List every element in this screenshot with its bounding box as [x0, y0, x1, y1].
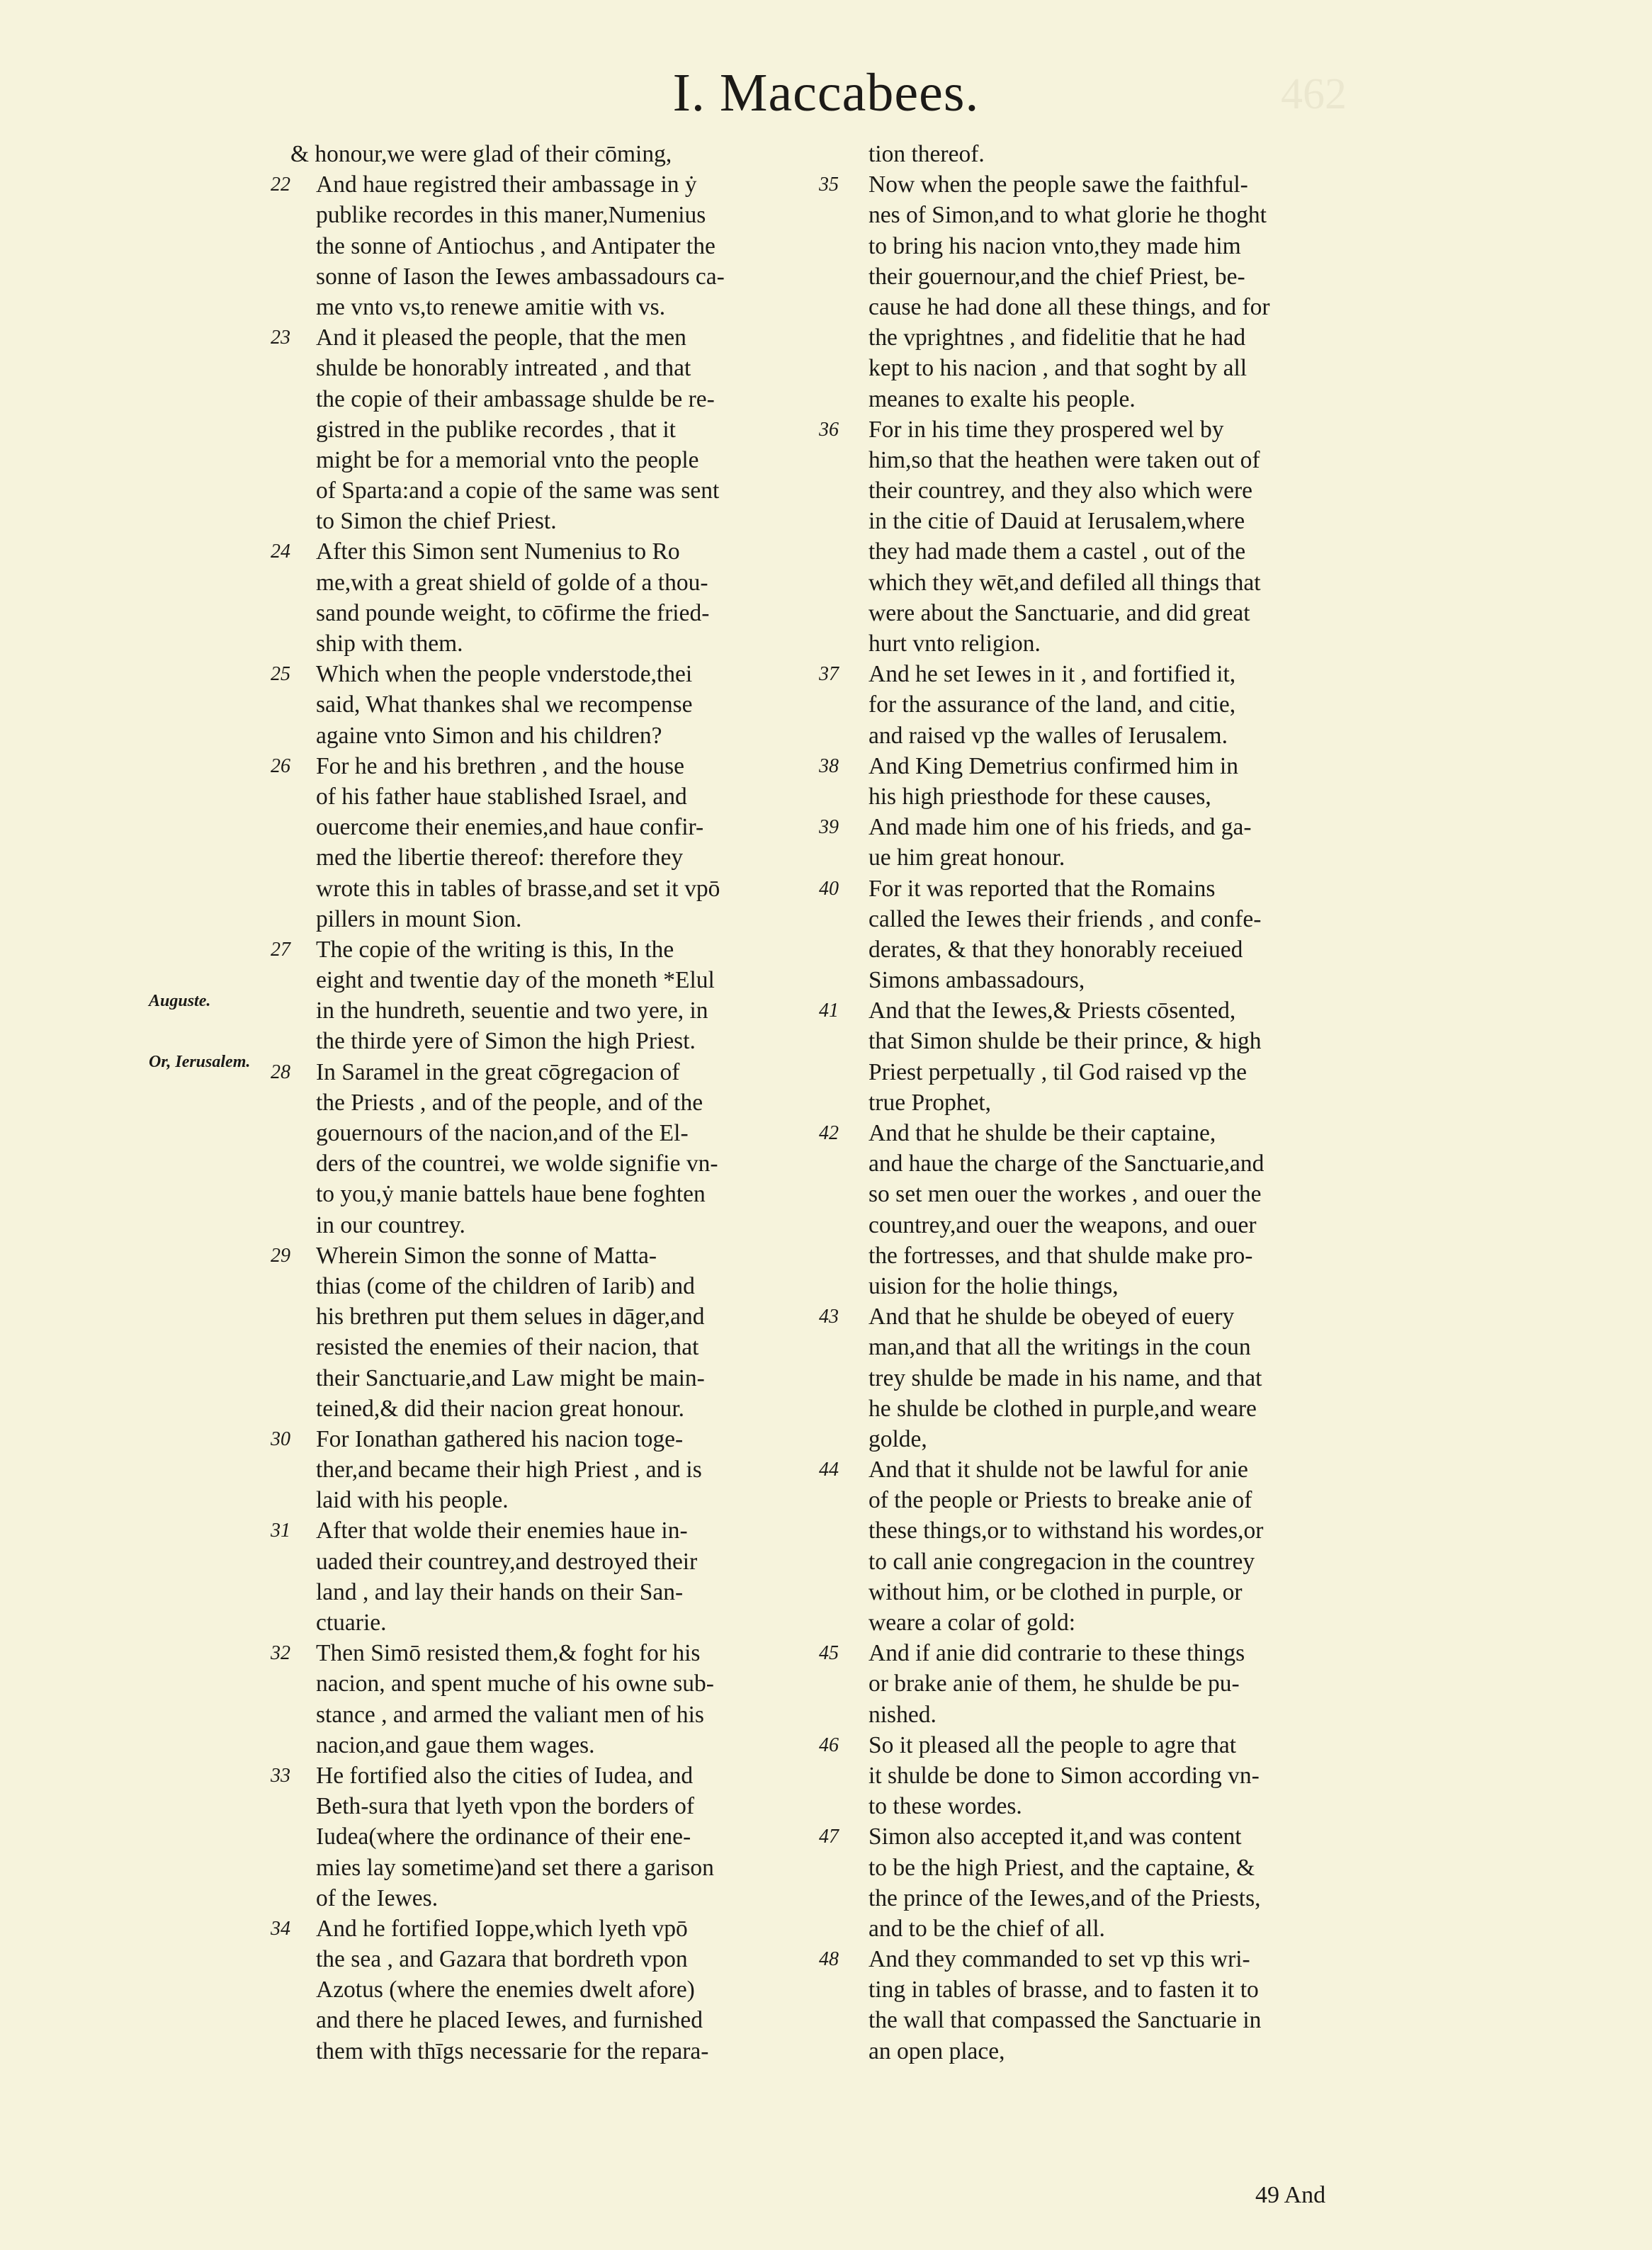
line-text: of the people or Priests to breake anie of: [869, 1487, 1252, 1514]
line-text: for the assurance of the land, and citie,: [869, 691, 1236, 718]
text-line: [290, 384, 829, 414]
line-text: in the citie of Dauid at Ierusalem,where: [869, 508, 1245, 535]
line-text: to you,ẏ manie battels haue bene foghten: [316, 1181, 706, 1208]
text-line: [843, 1179, 1388, 1209]
line-text: cause he had done all these things, and for: [869, 293, 1270, 320]
line-text: countrey,and ouer the weapons, and ouer: [869, 1211, 1257, 1238]
text-line: [843, 384, 1388, 414]
text-line: [271, 751, 829, 781]
verse-number: 28: [271, 1061, 290, 1083]
line-text: Wherein Simon the sonne of Matta-: [316, 1242, 657, 1269]
line-text: me,with a great shield of golde of a thou-: [316, 569, 708, 596]
text-line: [271, 1240, 829, 1271]
text-line: [819, 659, 1388, 689]
verse-number: 37: [819, 663, 839, 686]
verse-number: 43: [819, 1306, 839, 1328]
line-text: nacion, and spent muche of his owne sub-: [316, 1670, 714, 1697]
line-text: to call anie congregacion in the countrey: [869, 1548, 1255, 1575]
line-text: thias (come of the children of Iarib) and: [316, 1272, 695, 1299]
line-text: called the Iewes their friends , and confe-: [869, 905, 1262, 932]
text-line: [290, 445, 829, 475]
text-line: [290, 1026, 829, 1056]
line-text: sonne of Iason the Iewes ambassadours ca-: [316, 263, 725, 290]
text-line: [290, 292, 829, 322]
line-text: the wall that compassed the Sanctuarie in: [869, 2007, 1262, 2034]
text-line: [290, 506, 829, 536]
line-text: them with thīgs necessarie for the repara-: [316, 2037, 709, 2064]
text-line: [290, 812, 829, 842]
line-text: And they commanded to set vp this wri-: [869, 1946, 1250, 1973]
line-text: they had made them a castel , out of the: [869, 538, 1246, 565]
margin-note-august: Auguste.: [149, 992, 211, 1010]
line-text: For he and his brethren , and the house: [316, 752, 685, 779]
text-line: [290, 1730, 829, 1760]
text-line: [843, 2005, 1388, 2035]
right-column: [819, 139, 1388, 2067]
line-text: And that the Iewes,& Priests cōsented,: [869, 997, 1236, 1024]
verse-number: 41: [819, 1000, 839, 1022]
verse-number: 25: [271, 663, 290, 686]
line-text: his brethren put them selues in dāger,and: [316, 1304, 705, 1330]
line-text: of the Iewes.: [316, 1884, 439, 1911]
text-line: [843, 1332, 1388, 1362]
text-line: [290, 567, 829, 598]
text-line: [271, 1057, 829, 1087]
line-text: uision for the holie things,: [869, 1272, 1119, 1299]
text-line: [271, 322, 829, 353]
line-text: uaded their countrey,and destroyed their: [316, 1548, 698, 1575]
line-text: in the hundreth, seuentie and two yere, in: [316, 997, 708, 1024]
text-line: [843, 292, 1388, 322]
text-line: [819, 995, 1388, 1026]
line-text: Then Simō resisted them,& foght for his: [316, 1640, 701, 1667]
text-line: [843, 720, 1388, 751]
text-line: [290, 2036, 829, 2067]
text-line: [843, 1485, 1388, 1515]
line-text: And that it shulde not be lawful for anie: [869, 1457, 1248, 1483]
text-line: [290, 904, 829, 934]
running-header: I. Maccabees.: [672, 63, 980, 123]
line-text: or brake anie of them, he shulde be pu-: [869, 1670, 1240, 1697]
line-text: And that he shulde be their captaine,: [869, 1120, 1216, 1146]
line-text: of Sparta:and a copie of the same was sent: [316, 477, 720, 504]
text-line: [819, 812, 1388, 842]
show-through-folio: 462: [1281, 70, 1347, 118]
line-text: Simons ambassadours,: [869, 967, 1085, 994]
line-text: shulde be honorably intreated , and that: [316, 355, 691, 382]
line-text: And if anie did contrarie to these things: [869, 1640, 1245, 1667]
line-text: And that he shulde be obeyed of euery: [869, 1304, 1235, 1330]
text-line: [843, 536, 1388, 567]
line-text: of his father haue stablished Israel, and: [316, 783, 687, 810]
text-line: [843, 1057, 1388, 1087]
line-text: golde,: [869, 1425, 927, 1452]
line-text: med the libertie thereof: therefore they: [316, 844, 684, 871]
text-line: [843, 1668, 1388, 1699]
line-text: that Simon shulde be their prince, & high: [869, 1028, 1262, 1055]
text-line: [843, 1791, 1388, 1821]
verse-number: 22: [271, 174, 290, 196]
text-line: [819, 1821, 1388, 1852]
line-text: their countrey, and they also which were: [869, 477, 1253, 504]
text-line: [819, 874, 1388, 904]
line-text: Now when the people sawe the faithful-: [869, 171, 1248, 198]
line-text: without him, or be clothed in purple, or: [869, 1578, 1243, 1605]
verse-number: 48: [819, 1948, 839, 1971]
text-line: [290, 1853, 829, 1883]
line-text: in our countrey.: [316, 1211, 465, 1238]
line-text: For it was reported that the Romains: [869, 875, 1216, 902]
line-text: the prince of the Iewes,and of the Priests,: [869, 1884, 1261, 1911]
text-line: [290, 1791, 829, 1821]
text-line: [290, 1577, 829, 1607]
line-text: For in his time they prospered wel by: [869, 416, 1224, 443]
text-line: [290, 231, 829, 261]
text-line: [271, 169, 829, 200]
line-text: were about the Sanctuarie, and did great: [869, 599, 1250, 626]
line-text: ue him great honour.: [869, 844, 1065, 871]
line-text: nished.: [869, 1701, 937, 1728]
line-text: nes of Simon,and to what glorie he thoght: [869, 202, 1267, 229]
text-line: [290, 1363, 829, 1393]
text-line: [290, 720, 829, 751]
text-line: [290, 965, 829, 995]
line-text: stance , and armed the valiant men of his: [316, 1701, 704, 1728]
line-text: & honour,we were glad of their cōming,: [290, 141, 672, 167]
line-text: derates, & that they honorably receiued: [869, 936, 1243, 963]
line-text: And he set Iewes in it , and fortified it,: [869, 661, 1236, 688]
text-line: [290, 139, 829, 169]
line-text: ship with them.: [316, 631, 463, 657]
line-text: ouercome their enemies,and haue confir-: [316, 814, 704, 841]
text-line: [290, 1974, 829, 2005]
line-text: And haue registred their ambassage in ẏ: [316, 171, 697, 198]
line-text: Simon also accepted it,and was content: [869, 1824, 1242, 1850]
line-text: these things,or to withstand his wordes,or: [869, 1517, 1264, 1544]
text-line: [843, 781, 1388, 812]
verse-number: 23: [271, 327, 290, 349]
line-text: Azotus (where the enemies dwelt afore): [316, 1977, 695, 2003]
text-line: [290, 781, 829, 812]
line-text: hurt vnto religion.: [869, 631, 1041, 657]
text-line: [290, 1668, 829, 1699]
text-line: [271, 1760, 829, 1791]
line-text: againe vnto Simon and his children?: [316, 722, 662, 749]
line-text: mies lay sometime)and set there a garison: [316, 1854, 714, 1881]
line-text: the Priests , and of the people, and of the: [316, 1089, 703, 1116]
line-text: to bring his nacion vnto,they made him: [869, 232, 1241, 259]
verse-number: 39: [819, 816, 839, 839]
text-line: [843, 1148, 1388, 1179]
line-text: trey shulde be made in his name, and that: [869, 1364, 1262, 1391]
text-line: [819, 751, 1388, 781]
line-text: me vnto vs,to renewe amitie with vs.: [316, 293, 666, 320]
line-text: the vprightnes , and fidelitie that he had: [869, 324, 1246, 351]
text-line: [843, 965, 1388, 995]
line-text: their Sanctuarie,and Law might be main-: [316, 1364, 705, 1391]
line-text: man,and that all the writings in the coun: [869, 1334, 1251, 1361]
text-line: [290, 1148, 829, 1179]
line-text: his high priesthode for these causes,: [869, 783, 1211, 810]
text-line: [843, 1515, 1388, 1546]
line-text: the thirde yere of Simon the high Priest.: [316, 1028, 696, 1055]
verse-number: 44: [819, 1459, 839, 1481]
line-text: the fortresses, and that shulde make pro-: [869, 1242, 1253, 1269]
text-line: [290, 1883, 829, 1913]
verse-number: 40: [819, 877, 839, 900]
text-line: [271, 536, 829, 567]
text-line: [290, 689, 829, 720]
text-line: [290, 995, 829, 1026]
text-line: [819, 1118, 1388, 1148]
text-line: [819, 169, 1388, 200]
text-line: [290, 1332, 829, 1362]
text-line: [843, 200, 1388, 230]
line-text: tion thereof.: [869, 141, 985, 167]
line-text: For Ionathan gathered his nacion toge-: [316, 1425, 684, 1452]
verse-number: 35: [819, 174, 839, 196]
text-line: [843, 1026, 1388, 1056]
text-line: [271, 934, 829, 965]
line-text: eight and twentie day of the moneth *Elul: [316, 967, 715, 994]
text-line: [290, 874, 829, 904]
line-text: an open place,: [869, 2037, 1005, 2064]
text-line: [290, 1301, 829, 1332]
text-line: [843, 475, 1388, 506]
text-line: [271, 1913, 829, 1944]
text-line: [271, 659, 829, 689]
text-line: [843, 231, 1388, 261]
text-line: [843, 904, 1388, 934]
line-text: wrote this in tables of brasse,and set it vpō: [316, 875, 720, 902]
text-line: [290, 1454, 829, 1485]
verse-number: 32: [271, 1642, 290, 1665]
text-line: [843, 1913, 1388, 1944]
left-column: [271, 139, 829, 2067]
text-line: [843, 1424, 1388, 1454]
line-text: Priest perpetually , til God raised vp the: [869, 1058, 1248, 1085]
line-text: to these wordes.: [869, 1793, 1022, 1820]
line-text: And made him one of his frieds, and ga-: [869, 814, 1252, 841]
text-line: [290, 628, 829, 659]
text-line: [290, 414, 829, 445]
text-line: [290, 1179, 829, 1209]
text-line: [290, 475, 829, 506]
text-line: [290, 1210, 829, 1240]
line-text: laid with his people.: [316, 1487, 509, 1514]
line-text: kept to his nacion , and that soght by all: [869, 355, 1248, 382]
line-text: the sonne of Antiochus , and Antipater the: [316, 232, 715, 259]
line-text: And it pleased the people, that the men: [316, 324, 686, 351]
line-text: resisted the enemies of their nacion, that: [316, 1334, 699, 1361]
text-line: [290, 1547, 829, 1577]
text-line: [843, 1700, 1388, 1730]
line-text: So it pleased all the people to agre that: [869, 1731, 1237, 1758]
text-line: [843, 598, 1388, 628]
line-text: pillers in mount Sion.: [316, 905, 522, 932]
text-line: [843, 1974, 1388, 2005]
line-text: the sea , and Gazara that bordreth vpon: [316, 1946, 688, 1973]
text-line: [290, 353, 829, 383]
verse-number: 42: [819, 1122, 839, 1144]
text-line: [290, 1607, 829, 1638]
line-text: publike recordes in this maner,Numenius: [316, 202, 706, 229]
line-text: said, What thankes shal we recompense: [316, 691, 693, 718]
text-line: [290, 1118, 829, 1148]
line-text: and raised vp the walles of Ierusalem.: [869, 722, 1228, 749]
line-text: he shulde be clothed in purple,and weare: [869, 1395, 1257, 1422]
line-text: and haue the charge of the Sanctuarie,and: [869, 1151, 1265, 1177]
text-line: [843, 842, 1388, 873]
line-text: it shulde be done to Simon according vn-: [869, 1762, 1260, 1789]
verse-number: 30: [271, 1428, 290, 1450]
text-line: [843, 1240, 1388, 1271]
line-text: and there he placed Iewes, and furnished: [316, 2007, 703, 2034]
text-line: [819, 414, 1388, 445]
line-text: gouernours of the nacion,and of the El-: [316, 1120, 689, 1146]
line-text: ting in tables of brasse, and to fasten it to: [869, 1977, 1259, 2003]
text-line: [290, 1821, 829, 1852]
line-text: And King Demetrius confirmed him in: [869, 752, 1238, 779]
text-line: [271, 1638, 829, 1668]
verse-number: 34: [271, 1917, 290, 1940]
text-line: [290, 842, 829, 873]
line-text: the copie of their ambassage shulde be re-: [316, 385, 715, 412]
text-line: [843, 353, 1388, 383]
text-line: [843, 1547, 1388, 1577]
line-text: ctuarie.: [316, 1610, 387, 1636]
text-line: [843, 1087, 1388, 1118]
line-text: sand pounde weight, to cōfirme the fried-: [316, 599, 710, 626]
verse-number: 36: [819, 418, 839, 441]
verse-number: 29: [271, 1244, 290, 1267]
text-line: [271, 1424, 829, 1454]
text-line: [290, 1485, 829, 1515]
text-line: [843, 322, 1388, 353]
verse-number: 24: [271, 541, 290, 563]
line-text: Beth-sura that lyeth vpon the borders of: [316, 1793, 695, 1820]
line-text: teined,& did their nacion great honour.: [316, 1395, 685, 1422]
verse-number: 45: [819, 1642, 839, 1665]
verse-number: 46: [819, 1734, 839, 1756]
verse-number: 38: [819, 754, 839, 777]
text-line: [843, 1760, 1388, 1791]
line-text: their gouernour,and the chief Priest, be-: [869, 263, 1245, 290]
text-line: [843, 689, 1388, 720]
text-line: [290, 1700, 829, 1730]
verse-number: 33: [271, 1764, 290, 1787]
line-text: meanes to exalte his people.: [869, 385, 1136, 412]
line-text: weare a colar of gold:: [869, 1610, 1076, 1636]
text-line: [290, 1393, 829, 1424]
text-line: [843, 506, 1388, 536]
text-line: [290, 1271, 829, 1301]
text-line: [290, 598, 829, 628]
text-line: [843, 1393, 1388, 1424]
text-line: [819, 1301, 1388, 1332]
line-text: true Prophet,: [869, 1089, 992, 1116]
text-line: [843, 934, 1388, 965]
line-text: land , and lay their hands on their San-: [316, 1578, 684, 1605]
line-text: nacion,and gaue them wages.: [316, 1731, 595, 1758]
text-line: [819, 1944, 1388, 1974]
text-line: [843, 261, 1388, 292]
line-text: which they wēt,and defiled all things that: [869, 569, 1261, 596]
verse-number: 27: [271, 938, 290, 961]
line-text: ders of the countrei, we wolde signifie vn-: [316, 1151, 718, 1177]
text-line: [843, 139, 1388, 169]
text-line: [290, 1087, 829, 1118]
text-line: [819, 1638, 1388, 1668]
line-text: might be for a memorial vnto the people: [316, 446, 699, 473]
text-line: [843, 445, 1388, 475]
text-line: [290, 2005, 829, 2035]
margin-note-jerusalem: Or, Ierusalem.: [149, 1053, 251, 1071]
verse-number: 47: [819, 1826, 839, 1848]
line-text: He fortified also the cities of Iudea, and: [316, 1762, 694, 1789]
text-line: [843, 1577, 1388, 1607]
line-text: Which when the people vnderstode,thei: [316, 661, 693, 688]
line-text: And he fortified Ioppe,which lyeth vpō: [316, 1915, 688, 1942]
text-line: [843, 1271, 1388, 1301]
verse-number: 26: [271, 754, 290, 777]
line-text: In Saramel in the great cōgregacion of: [316, 1058, 680, 1085]
line-text: him,so that the heathen were taken out of: [869, 446, 1260, 473]
text-line: [271, 1515, 829, 1546]
text-line: [843, 628, 1388, 659]
line-text: After this Simon sent Numenius to Ro: [316, 538, 680, 565]
line-text: The copie of the writing is this, In the: [316, 936, 674, 963]
text-line: [819, 1730, 1388, 1760]
text-line: [843, 1210, 1388, 1240]
text-line: [843, 1853, 1388, 1883]
text-line: [843, 567, 1388, 598]
text-line: [843, 2036, 1388, 2067]
text-line: [290, 200, 829, 230]
line-text: and to be the chief of all.: [869, 1915, 1105, 1942]
catchword: 49 And: [1255, 2182, 1326, 2208]
line-text: to Simon the chief Priest.: [316, 508, 557, 535]
line-text: Iudea(where the ordinance of their ene-: [316, 1824, 691, 1850]
line-text: to be the high Priest, and the captaine, &: [869, 1854, 1255, 1881]
text-line: [290, 1944, 829, 1974]
line-text: ther,and became their high Priest , and is: [316, 1457, 702, 1483]
text-line: [843, 1883, 1388, 1913]
text-line: [843, 1607, 1388, 1638]
line-text: After that wolde their enemies haue in-: [316, 1517, 688, 1544]
text-line: [843, 1363, 1388, 1393]
text-line: [290, 261, 829, 292]
verse-number: 31: [271, 1520, 290, 1542]
line-text: gistred in the publike recordes , that it: [316, 416, 676, 443]
text-line: [819, 1454, 1388, 1485]
line-text: so set men ouer the workes , and ouer the: [869, 1181, 1262, 1208]
